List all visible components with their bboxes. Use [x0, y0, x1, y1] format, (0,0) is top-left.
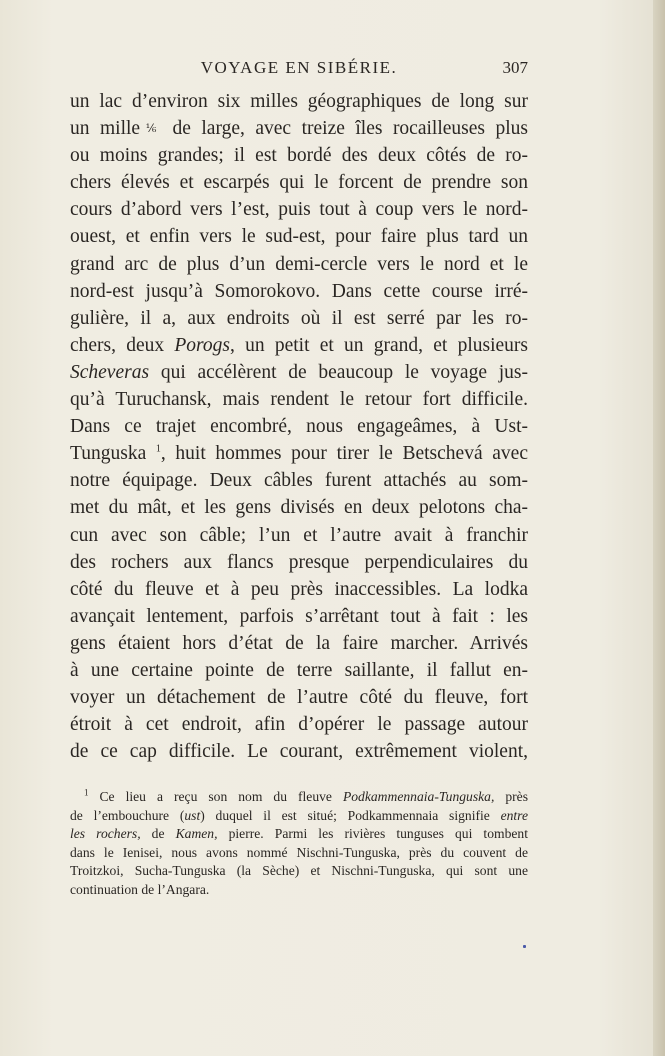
- text-line: gulière, il a, aux endroits où il est serré par les ro-: [70, 307, 528, 329]
- text-line: chers élevés et escarpés qui le forcent de prendre son: [70, 172, 528, 194]
- footnote-marker: 1: [84, 787, 89, 798]
- footnote-line: $^1$ Ce lieu a reçu son nom du fleuve Podkammennaia-Tunguska, près: [84, 787, 528, 804]
- text-line: grand arc de plus d’un demi-cercle vers le nord et le: [70, 253, 528, 275]
- running-title: VOYAGE EN SIBÉRIE.: [200, 58, 398, 77]
- main-text: [70, 88, 528, 765]
- text-line: avançait lentement, parfois s’arrêtant tout à fait : les: [70, 605, 528, 627]
- footnote-line: Troitzkoi, Sucha-Tunguska (la Sèche) et Nischni-Tunguska, qui sont une: [70, 863, 528, 879]
- text-line: Dans ce trajet encombré, nous engageâmes, à Ust-: [70, 416, 528, 438]
- text-line: côté du fleuve et à peu près inaccessibles. La lodka: [70, 578, 528, 600]
- footnote: [70, 788, 528, 900]
- text-line: des rochers aux flancs presque perpendiculaires du: [70, 551, 528, 573]
- text-line: voyer un détachement de l’autre côté du fleuve, fort: [70, 687, 528, 709]
- footnote-line: continuation de l’Angara.: [70, 881, 210, 897]
- text-line: étroit à cet endroit, afin d’opérer le passage autour: [70, 714, 528, 736]
- text-line: nord-est jusqu’à Somorokovo. Dans cette course irré-: [70, 280, 528, 302]
- footnote-line: les rochers, de Kamen, pierre. Parmi les rivières tunguses qui tombent: [70, 826, 528, 842]
- text-line: qu’à Turuchansk, mais rendent le retour fort difficile.: [70, 389, 528, 411]
- footnote-line: dans le Ienisei, nous avons nommé Nischni-Tunguska, près du couvent de: [70, 844, 528, 860]
- text-line: Scheveras qui accélèrent de beaucoup le voyage jus-: [70, 361, 528, 383]
- text-line: Tunguska $^1$, huit hommes pour tirer le Betschevá avec: [70, 443, 528, 465]
- text-line: un lac d’environ six milles géographiques de long sur: [70, 91, 528, 112]
- text-line: à une certaine pointe de terre saillante, il fallut en-: [70, 659, 528, 681]
- text-line: ou moins grandes; il est bordé des deux côtés de ro-: [70, 145, 528, 167]
- text-line: chers, deux Porogs, un petit et un grand, et plusieurs: [70, 334, 528, 356]
- page-number: 307: [502, 58, 528, 77]
- page-edge: [653, 0, 665, 1056]
- text-line: ouest, et enfin vers le sud-est, pour faire plus tard un: [70, 226, 528, 248]
- text-line: un mille⅙ de large, avec treize îles rocailleuses plus: [70, 118, 528, 140]
- text-line: de ce cap difficile. Le courant, extrêmement violent,: [70, 741, 528, 763]
- text-line: met du mât, et les gens divisés en deux pelotons cha-: [70, 497, 528, 519]
- ink-speck: [523, 945, 526, 948]
- text-line: cours d’abord vers l’est, puis tout à coup vers le nord-: [70, 199, 528, 221]
- footnote-line: de l’embouchure (ust) duquel il est situé; Podkammennaia signifie entre: [70, 807, 528, 823]
- text-line: cun avec son câble; l’un et l’autre avait à franchir: [70, 524, 528, 546]
- footnote-reference: 1: [155, 443, 161, 455]
- text-line: notre équipage. Deux câbles furent attachés au som-: [70, 470, 528, 492]
- fraction: ⅙: [140, 123, 162, 136]
- text-line: gens étaient hors d’état de la faire marcher. Arrivés: [70, 632, 528, 654]
- page-header: [70, 58, 528, 82]
